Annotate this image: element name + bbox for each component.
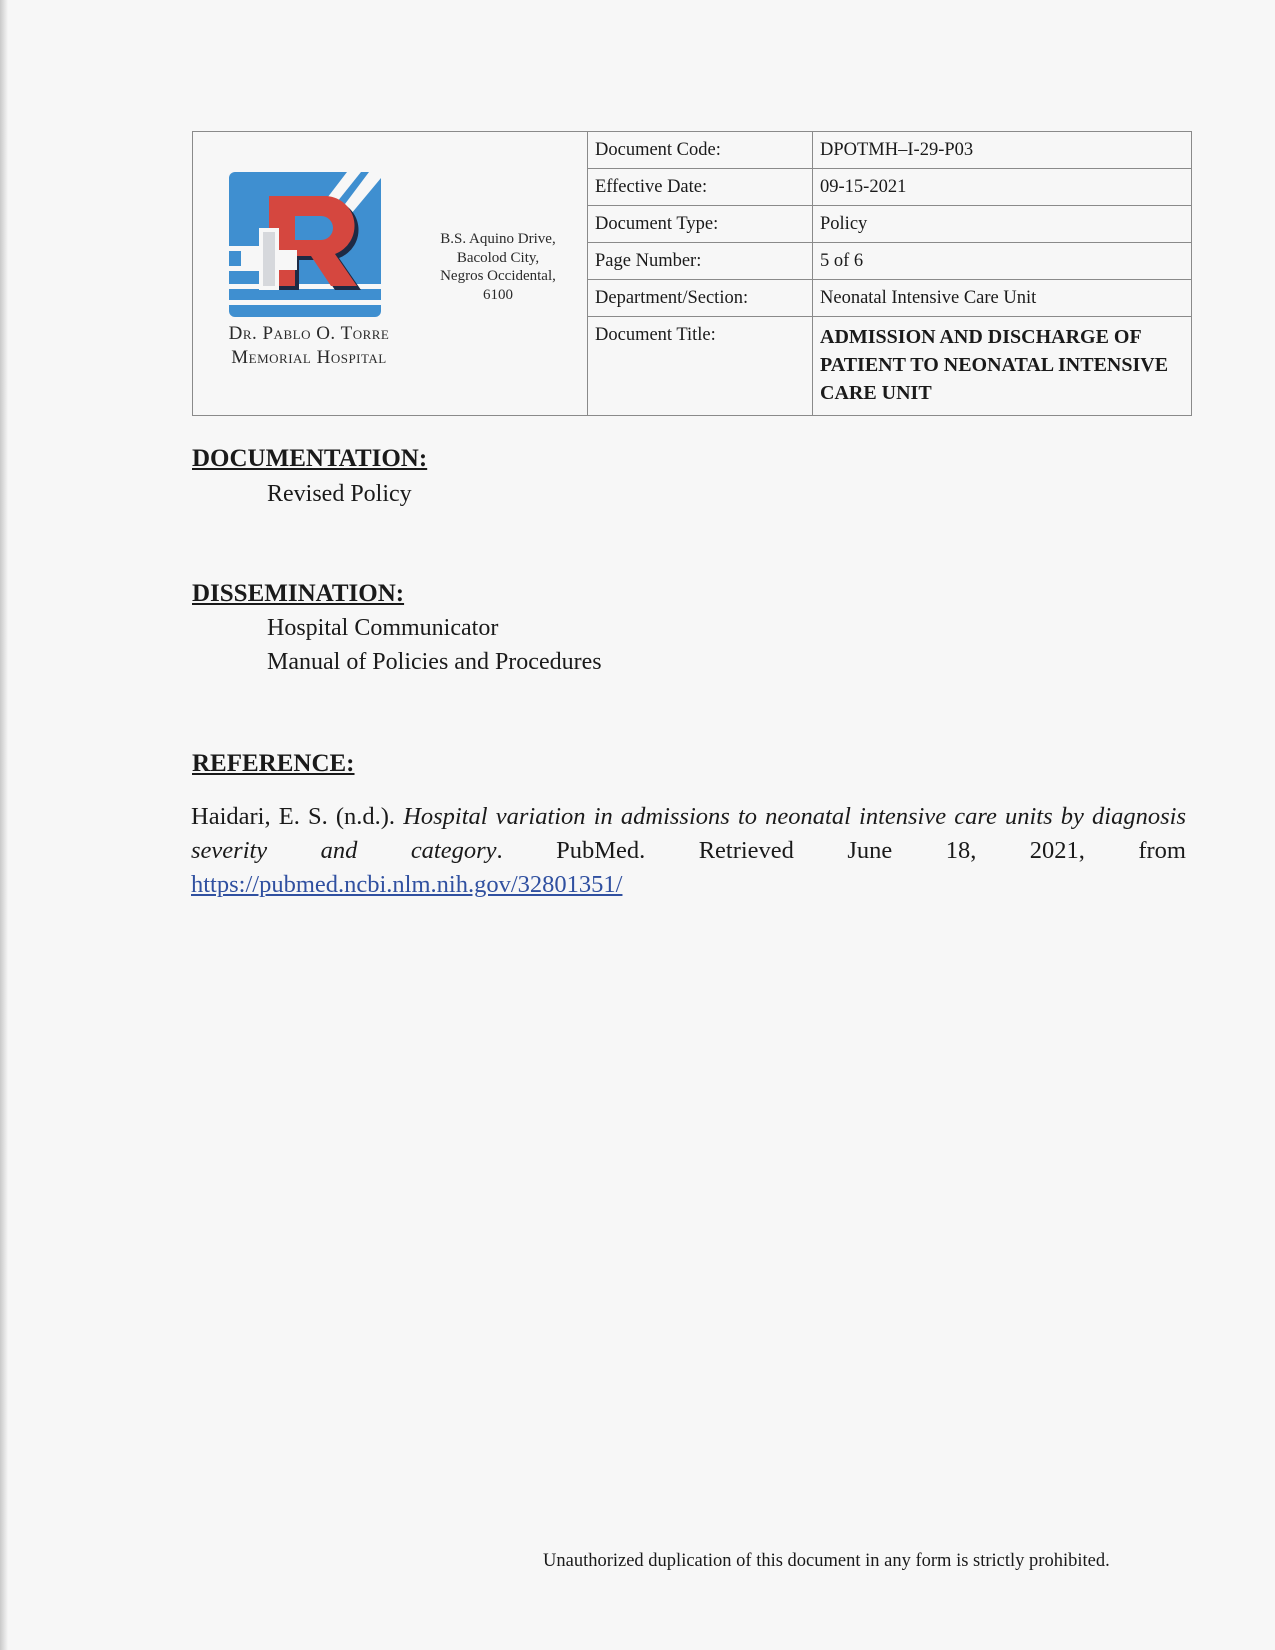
department-label: Department/Section: bbox=[588, 280, 813, 317]
page-number-value: 5 of 6 bbox=[813, 243, 1192, 280]
address-line: Bacolod City, bbox=[456, 249, 540, 266]
logo-cell bbox=[193, 132, 588, 416]
address-line: B.S. Aquino Drive, bbox=[440, 231, 556, 247]
reference-citation bbox=[191, 800, 1186, 902]
document-title-label: Document Title: bbox=[588, 317, 813, 416]
footer-notice: Unauthorized duplication of this document in any form is strictly prohibited. bbox=[543, 1551, 1110, 1571]
documentation-item: Revised Policy bbox=[267, 481, 412, 507]
hospital-name-line-2: Memorial Hospital bbox=[231, 347, 387, 368]
reference-title: Hospital variation in admissions to neonatal intensive care units by diagnosis severity and category bbox=[191, 803, 1186, 864]
hospital-address bbox=[413, 230, 583, 304]
reference-heading: REFERENCE: bbox=[192, 750, 355, 777]
document-type-label: Document Type: bbox=[588, 206, 813, 243]
department-value: Neonatal Intensive Care Unit bbox=[813, 280, 1192, 317]
document-code-label: Document Code: bbox=[588, 132, 813, 169]
document-code-value: DPOTMH–I-29-P03 bbox=[813, 132, 1192, 169]
hospital-name-line-1: Dr. Pablo O. Torre bbox=[228, 323, 390, 344]
reference-tail: . PubMed. Retrieved June 18, 2021, from bbox=[496, 837, 1186, 864]
reference-url-link[interactable]: https://pubmed.ncbi.nlm.nih.gov/32801351/ bbox=[191, 871, 623, 898]
page-number-label: Page Number: bbox=[588, 243, 813, 280]
reference-author: Haidari, E. S. (n.d.). bbox=[191, 803, 396, 830]
dissemination-item: Hospital Communicator bbox=[267, 615, 499, 641]
document-title-value: ADMISSION AND DISCHARGE OF PATIENT TO NEONATAL INTENSIVE CARE UNIT bbox=[813, 317, 1192, 416]
effective-date-value: 09-15-2021 bbox=[813, 169, 1192, 206]
dissemination-heading: DISSEMINATION: bbox=[192, 580, 405, 607]
hospital-name bbox=[193, 322, 425, 370]
page-shadow-edge bbox=[0, 0, 8, 1650]
documentation-heading: DOCUMENTATION: bbox=[192, 445, 428, 472]
document-header-table bbox=[192, 131, 1192, 416]
address-line: Negros Occidental, bbox=[440, 268, 556, 284]
hospital-logo-icon bbox=[229, 172, 389, 322]
document-type-value: Policy bbox=[813, 206, 1192, 243]
dissemination-item: Manual of Policies and Procedures bbox=[267, 649, 602, 675]
address-line: 6100 bbox=[483, 286, 513, 303]
effective-date-label: Effective Date: bbox=[588, 169, 813, 206]
